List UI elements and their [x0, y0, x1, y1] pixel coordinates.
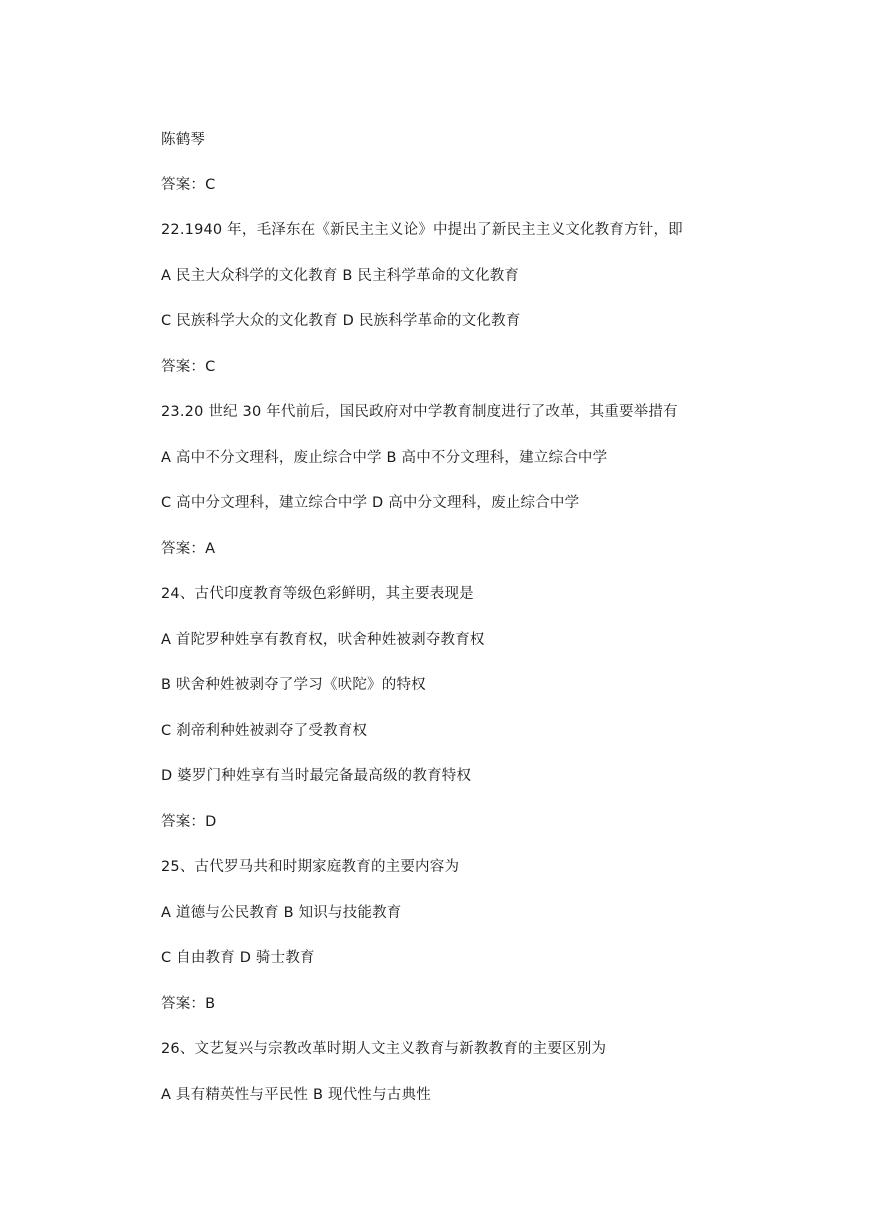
question-24-option-d: D 婆罗门种姓享有当时最完备最高级的教育特权: [161, 768, 472, 784]
answer-line: 答案：B: [161, 996, 216, 1012]
question-24-option-b: B 吠舍种姓被剥夺了学习《吠陀》的特权: [161, 677, 426, 693]
question-22-options-cd: C 民族科学大众的文化教育 D 民族科学革命的文化教育: [161, 313, 521, 329]
question-23-options-ab: A 高中不分文理科，废止综合中学 B 高中不分文理科，建立综合中学: [161, 450, 608, 466]
question-25-options-cd: C 自由教育 D 骑士教育: [161, 950, 315, 966]
question-22: 22.1940 年，毛泽东在《新民主主义论》中提出了新民主主义文化教育方针，即: [161, 222, 683, 238]
question-22-options-ab: A 民主大众科学的文化教育 B 民主科学革命的文化教育: [161, 268, 520, 284]
answer-line: 答案：C: [161, 359, 216, 375]
question-23: 23.20 世纪 30 年代前后，国民政府对中学教育制度进行了改革，其重要举措有: [161, 404, 678, 420]
text-line: 陈鹤琴: [161, 132, 206, 148]
question-26: 26、文艺复兴与宗教改革时期人文主义教育与新教教育的主要区别为: [161, 1041, 607, 1057]
answer-line: 答案：C: [161, 177, 216, 193]
question-24-option-c: C 刹帝利种姓被剥夺了受教育权: [161, 723, 368, 739]
question-24-option-a: A 首陀罗种姓享有教育权，吠舍种姓被剥夺教育权: [161, 632, 485, 648]
answer-line: 答案：D: [161, 814, 217, 830]
question-23-options-cd: C 高中分文理科，建立综合中学 D 高中分文理科，废止综合中学: [161, 495, 580, 511]
answer-line: 答案：A: [161, 541, 216, 557]
question-24: 24、古代印度教育等级色彩鲜明，其主要表现是: [161, 586, 474, 602]
question-26-options-ab: A 具有精英性与平民性 B 现代性与古典性: [161, 1087, 431, 1103]
question-25: 25、古代罗马共和时期家庭教育的主要内容为: [161, 859, 460, 875]
question-25-options-ab: A 道德与公民教育 B 知识与技能教育: [161, 905, 402, 921]
